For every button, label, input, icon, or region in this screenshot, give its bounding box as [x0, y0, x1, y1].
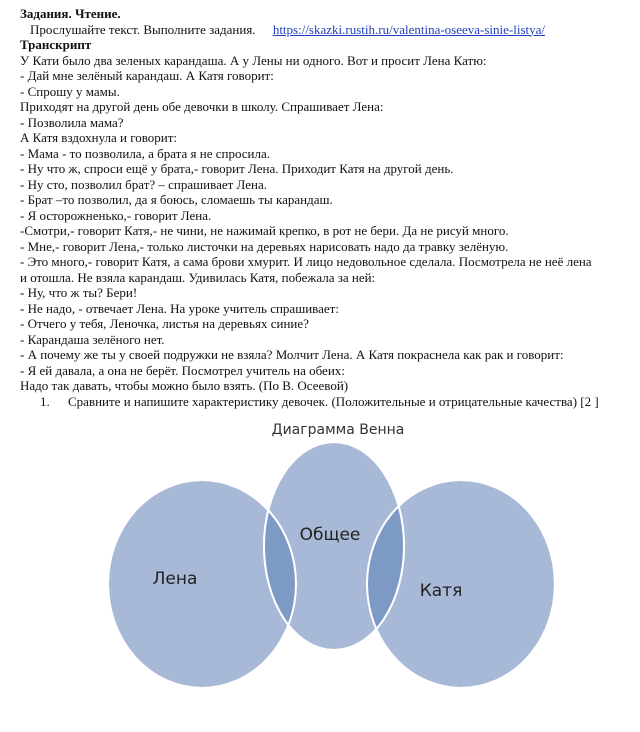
task-text: Сравните и напишите характеристику девочек. (Положительные и отрицательные качества) [2 ]	[68, 393, 599, 409]
transcript	[20, 53, 632, 394]
transcript-line: - Позволила мама?	[20, 114, 124, 130]
transcript-line: - Дай мне зелёный карандаш. А Катя говорит:	[20, 68, 274, 83]
venn-diagram	[0, 412, 640, 712]
transcript-line: - Ну, что ж ты? Бери!	[20, 285, 138, 300]
task-number: 1.	[40, 393, 50, 409]
transcript-line: - Мама - то позволила, а брата я не спросила.	[20, 145, 270, 161]
transcript-line: - Ну сто, позволил брат? – спрашивает Лена.	[20, 176, 268, 192]
text-block	[20, 6, 632, 409]
instruction-text: Прослушайте текст. Выполните задания.	[30, 21, 256, 37]
venn-label-right: Катя	[419, 581, 463, 601]
task-item	[20, 394, 632, 410]
transcript-line: У Кати было два зеленых карандаша. А у Лены ни одного. Вот и просит Лена Катю:	[20, 52, 487, 68]
transcript-line: А Катя вздохнула и говорит:	[20, 130, 178, 145]
transcript-line: -Смотри,- говорит Катя,- не чини, не нажимай крепко, в рот не бери. Да не рисуй много.	[20, 223, 509, 238]
transcript-line: - Брат –то позволил, да я боюсь, сломаешь ты карандаш.	[20, 192, 333, 207]
transcript-line: - Я ей давала, а она не берёт. Посмотрел учитель на обеих:	[20, 362, 345, 378]
transcript-line: - Это много,- говорит Катя, а сама брови хмурит. И лицо недовольное сделала. Посмотрела не неё лена	[20, 254, 592, 269]
transcript-line: - А почему же ты у своей подружки не взяла? Молчит Лена. А Катя покраснела как рак и говорит:	[20, 347, 564, 362]
page-title: Задания. Чтение.	[20, 6, 121, 21]
transcript-line: Приходят на другой день обе девочки в школу. Спрашивает Лена:	[20, 99, 384, 114]
transcript-line: - Спрошу у мамы.	[20, 83, 120, 99]
transcript-line: Надо так давать, чтобы можно было взять. (По В. Осеевой)	[20, 378, 349, 393]
transcript-line: - Я осторожненько,- говорит Лена.	[20, 207, 212, 223]
transcript-line: - Не надо, - отвечает Лена. На уроке учитель спрашивает:	[20, 300, 339, 316]
transcript-line: - Ну что ж, спроси ещё у брата,- говорит Лена. Приходит Катя на другой день.	[20, 161, 454, 176]
venn-label-left: Лена	[152, 569, 198, 589]
venn-label-center: Общее	[299, 525, 361, 545]
transcript-line: и отошла. Не взяла карандаш. Удивилась Катя, побежала за ней:	[20, 269, 376, 285]
transcript-line: - Мне,- говорит Лена,- только листочки на деревьях нарисовать надо да травку зелёную.	[20, 238, 509, 254]
transcript-heading: Транскрипт	[20, 37, 92, 52]
transcript-line: - Отчего у тебя, Леночка, листья на деревьях синие?	[20, 316, 309, 331]
source-link[interactable]: https://skazki.rustih.ru/valentina-oseeva-sinie-listya/	[272, 21, 546, 37]
transcript-line: - Карандаша зелёного нет.	[20, 331, 165, 347]
venn-title: Диаграмма Венна	[271, 422, 405, 438]
instruction-line	[20, 22, 632, 38]
